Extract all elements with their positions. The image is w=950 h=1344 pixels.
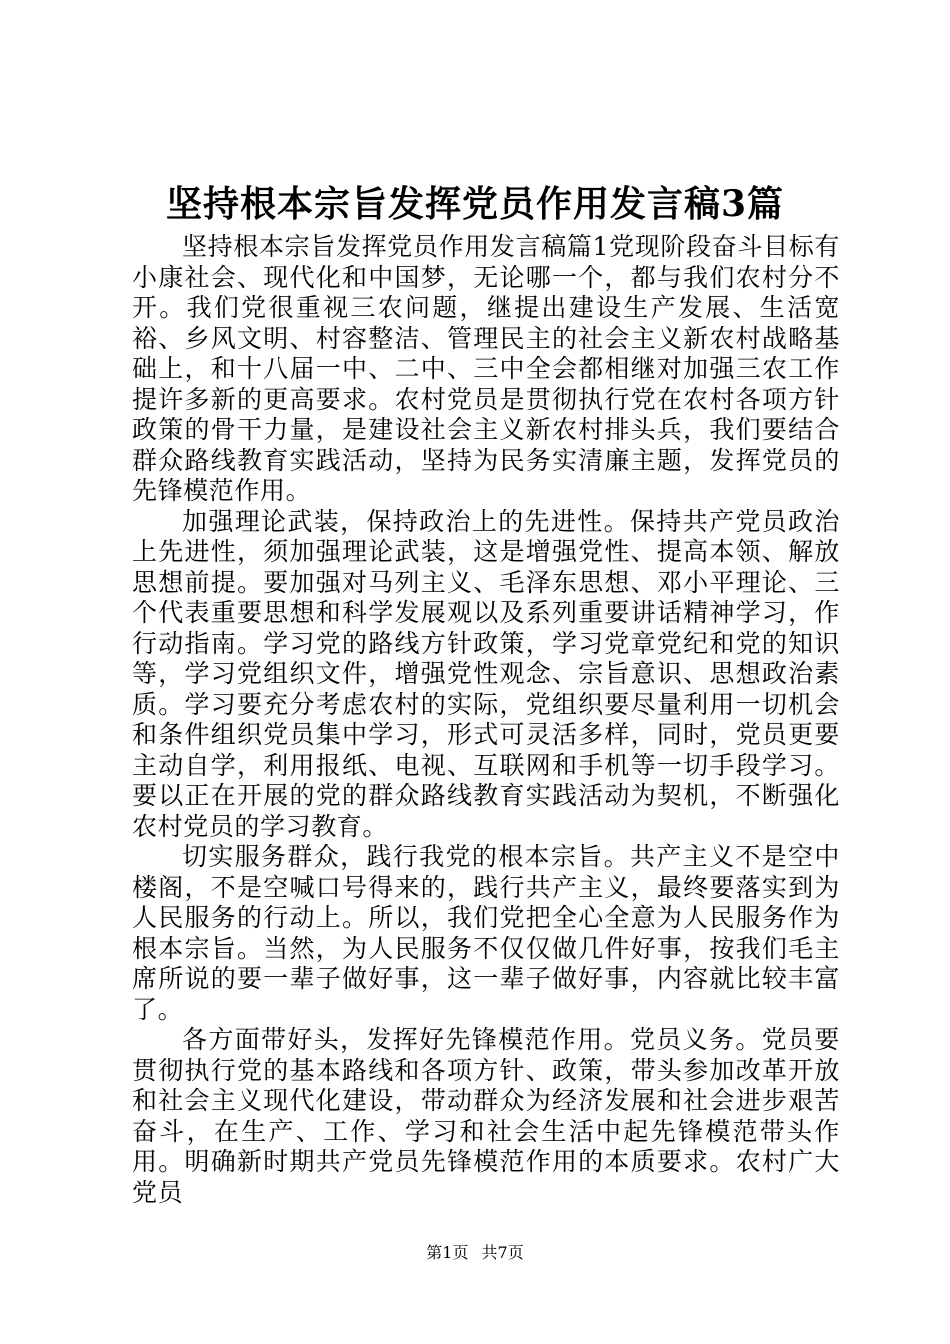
page-number-total: 共7页	[481, 1243, 524, 1262]
paragraph-3: 切实服务群众，践行我党的根本宗旨。共产主义不是空中楼阁，不是空喊口号得来的，践行共产主义，最终要落实到为人民服务的行动上。所以，我们党把全心全意为人民服务作为根本宗旨。当然，为人民服务不仅仅做几件好事，按我们毛主席所说的要一辈子做好事，这一辈子做好事，内容就比较丰富了。	[132, 842, 840, 1024]
paragraph-4: 各方面带好头，发挥好先锋模范作用。党员义务。党员要贯彻执行党的基本路线和各项方针、政策，带头参加改革开放和社会主义现代化建设，带动群众为经济发展和社会进步艰苦奋斗，在生产、工作、学习和社会生活中起先锋模范带头作用。明确新时期共产党员先锋模范作用的本质要求。农村广大党员	[132, 1025, 840, 1207]
document-title: 坚持根本宗旨发挥党员作用发言稿3篇	[165, 183, 785, 225]
page-footer	[0, 1243, 950, 1263]
paragraph-2: 加强理论武装，保持政治上的先进性。保持共产党员政治上先进性，须加强理论武装，这是增强党性、提高本领、解放思想前提。要加强对马列主义、毛泽东思想、邓小平理论、三个代表重要思想和科学发展观以及系列重要讲话精神学习，作行动指南。学习党的路线方针政策，学习党章党纪和党的知识等，学习党组织文件，增强党性观念、宗旨意识、思想政治素质。学习要充分考虑农村的实际，党组织要尽量利用一切机会和条件组织党员集中学习，形式可灵活多样，同时，党员更要主动自学，利用报纸、电视、互联网和手机等一切手段学习。要以正在开展的党的群众路线教育实践活动为契机，不断强化农村党员的学习教育。	[132, 506, 840, 841]
document-body	[132, 232, 840, 1208]
page-number-current: 第1页	[426, 1243, 469, 1262]
paragraph-1: 坚持根本宗旨发挥党员作用发言稿篇1党现阶段奋斗目标有小康社会、现代化和中国梦，无论哪一个，都与我们农村分不开。我们党很重视三农问题，继提出建设生产发展、生活宽裕、乡风文明、村容整洁、管理民主的社会主义新农村战略基础上，和十八届一中、二中、三中全会都相继对加强三农工作提许多新的更高要求。农村党员是贯彻执行党在农村各项方针政策的骨干力量，是建设社会主义新农村排头兵，我们要结合群众路线教育实践活动，坚持为民务实清廉主题，发挥党员的先锋模范作用。	[132, 232, 840, 505]
